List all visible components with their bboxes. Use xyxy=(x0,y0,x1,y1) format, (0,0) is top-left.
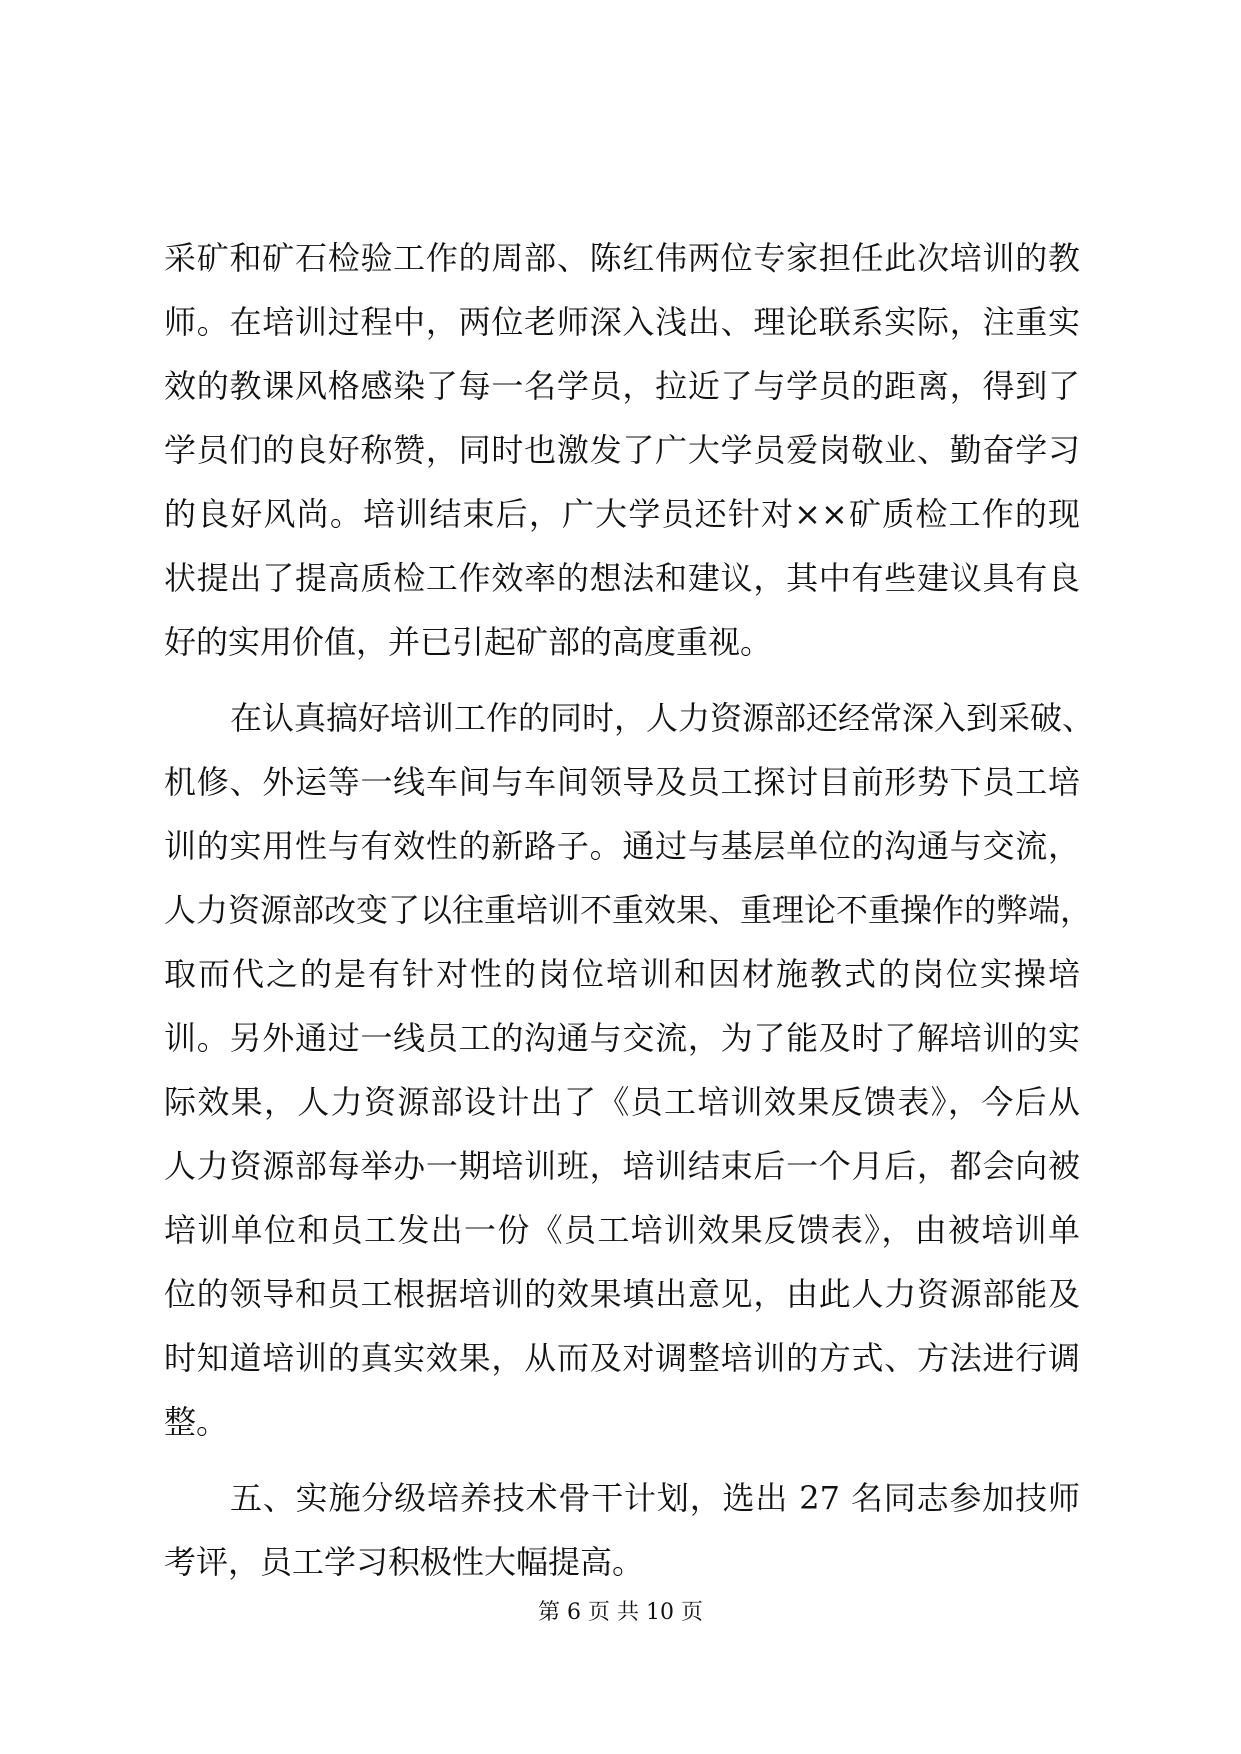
paragraph-1 xyxy=(164,226,1080,674)
text-line: 考评，员工学习积极性大幅提高。 xyxy=(164,1543,645,1581)
text-line: 采矿和矿石检验工作的周部、陈红伟两位专家担任此次培训的教 xyxy=(164,239,1080,277)
text-line: 机修、外运等一线车间与车间领导及员工探讨目前形势下员工培 xyxy=(164,763,1080,801)
paragraph-2 xyxy=(164,686,1095,1454)
text-line: 效的教课风格感染了每一名学员，拉近了与学员的距离，得到了 xyxy=(164,367,1080,405)
text-line: 整。 xyxy=(164,1403,229,1441)
text-line: 训的实用性与有效性的新路子。通过与基层单位的沟通与交流， xyxy=(164,827,1080,865)
text-line: 培训单位和员工发出一份《员工培训效果反馈表》，由被培训单 xyxy=(164,1211,1080,1249)
text-line: 人力资源部每举办一期培训班，培训结束后一个月后，都会向被 xyxy=(164,1147,1080,1185)
text-line: 状提出了提高质检工作效率的想法和建议，其中有些建议具有良 xyxy=(164,559,1080,597)
text-line: 时知道培训的真实效果，从而及对调整培训的方式、方法进行调 xyxy=(164,1339,1080,1377)
paragraph-3 xyxy=(164,1466,1080,1594)
text-line: 师。在培训过程中，两位老师深入浅出、理论联系实际，注重实 xyxy=(164,303,1080,341)
document-body xyxy=(164,226,1095,1594)
text-line: 训。另外通过一线员工的沟通与交流，为了能及时了解培训的实 xyxy=(164,1019,1080,1057)
text-line: 际效果，人力资源部设计出了《员工培训效果反馈表》，今后从 xyxy=(164,1083,1080,1121)
text-line: 位的领导和员工根据培训的效果填出意见，由此人力资源部能及 xyxy=(164,1275,1080,1313)
text-line: 在认真搞好培训工作的同时，人力资源部还经常深入到采破、 xyxy=(230,699,1095,737)
text-line: 五、实施分级培养技术骨干计划，选出 27 名同志参加技师 xyxy=(230,1479,1080,1517)
text-line: 学员们的良好称赞，同时也激发了广大学员爱岗敬业、勤奋学习 xyxy=(164,431,1080,469)
text-line: 的良好风尚。培训结束后，广大学员还针对××矿质检工作的现 xyxy=(164,495,1080,533)
text-line: 好的实用价值，并已引起矿部的高度重视。 xyxy=(164,623,773,661)
text-line: 人力资源部改变了以往重培训不重效果、重理论不重操作的弊端， xyxy=(164,891,1093,929)
text-line: 取而代之的是有针对性的岗位培训和因材施教式的岗位实操培 xyxy=(164,955,1080,993)
page-number-footer: 第 6 页 共 10 页 xyxy=(538,1600,703,1625)
